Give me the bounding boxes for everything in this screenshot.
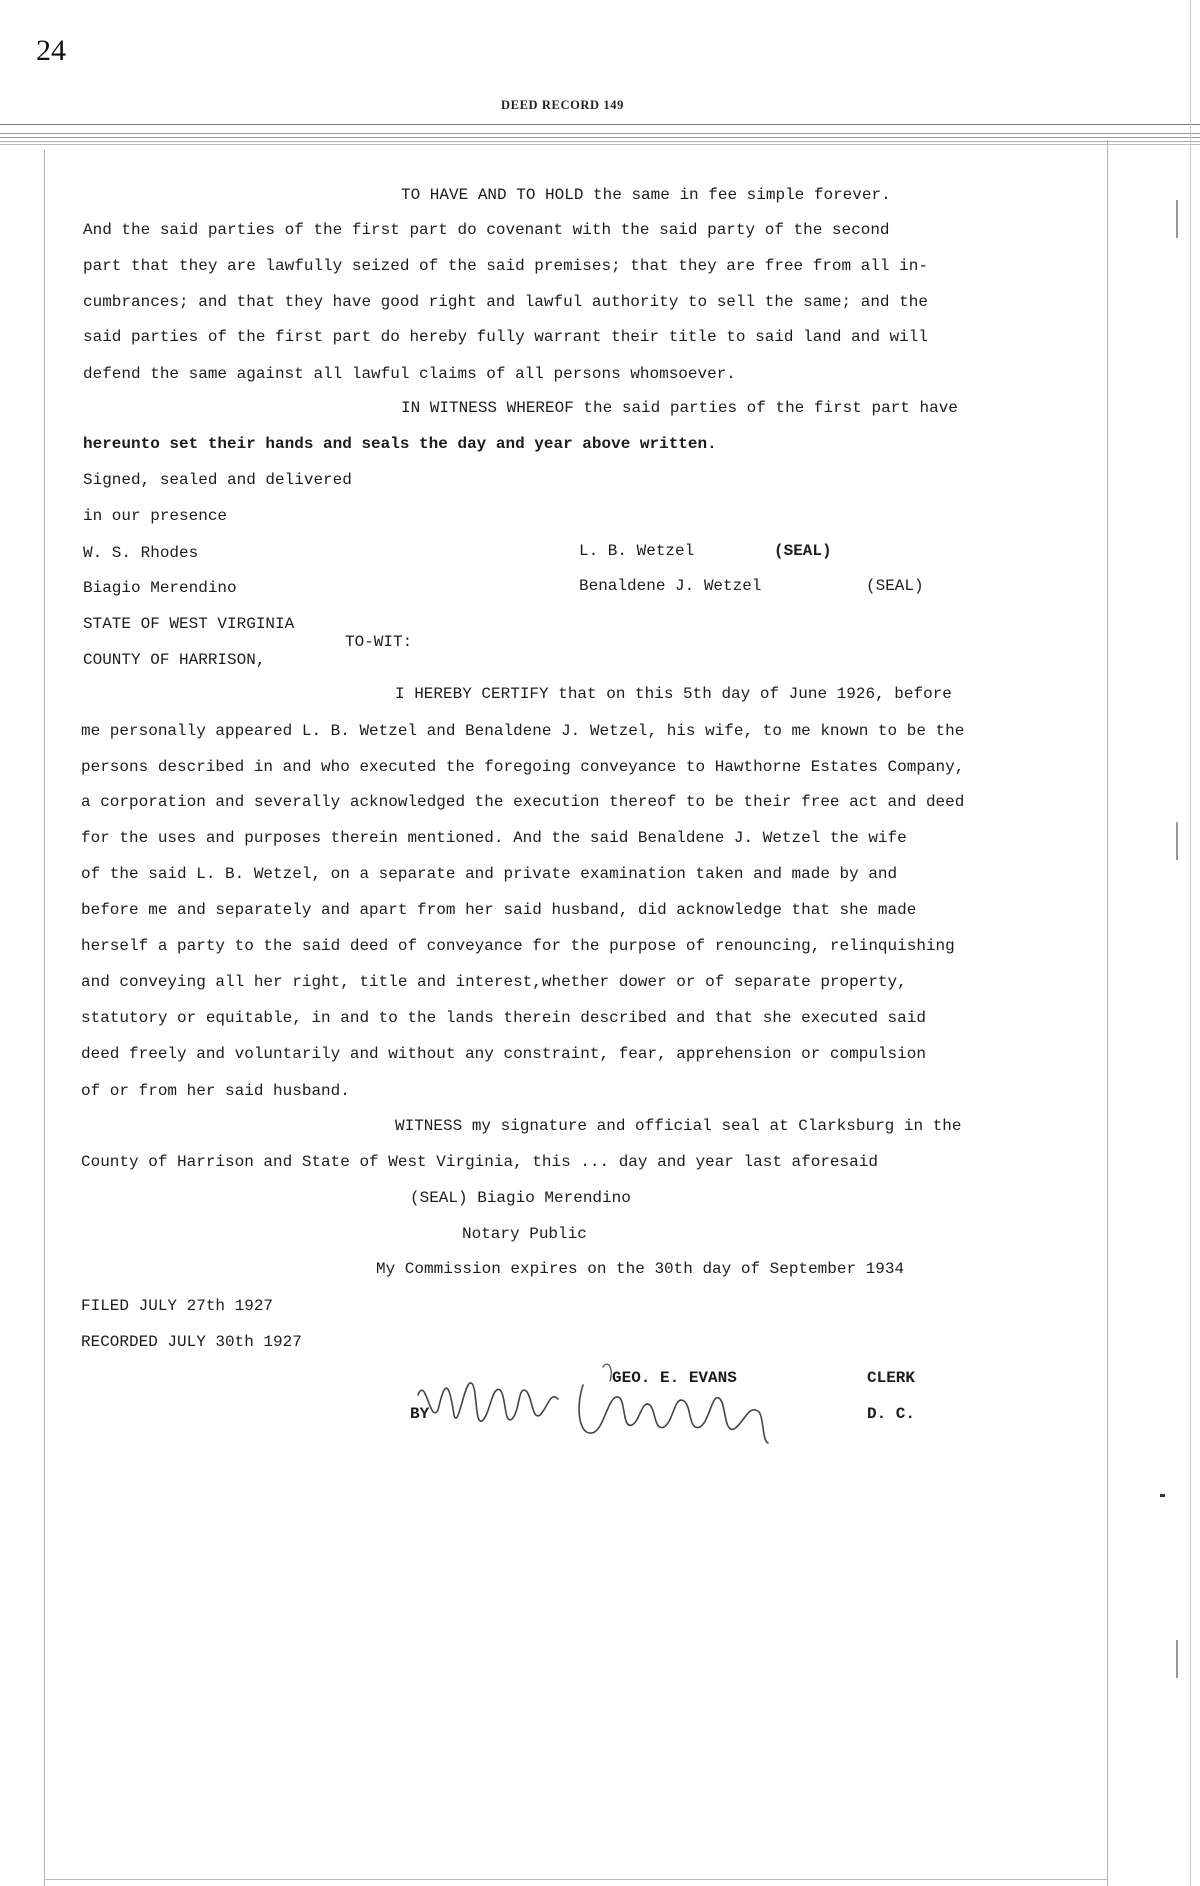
clerk-name: GEO. E. EVANS <box>612 1369 737 1387</box>
habendum-line-4: cumbrances; and that they have good right and lawful authority to sell the same; and the <box>83 293 928 311</box>
habendum-line-1: TO HAVE AND TO HOLD the same in fee simple forever. <box>401 186 891 204</box>
venue-county: COUNTY OF HARRISON, <box>83 651 266 669</box>
venue-state: STATE OF WEST VIRGINIA <box>83 615 295 633</box>
right-margin-line <box>1107 140 1108 1886</box>
acknowledgment-line-4: a corporation and severally acknowledged the execution thereof to be their free act and deed <box>81 793 965 811</box>
testimonium-line-3: Signed, sealed and delivered <box>83 471 352 489</box>
acknowledgment-line-11: deed freely and voluntarily and without any constraint, fear, apprehension or compulsion <box>81 1045 926 1063</box>
acknowledgment-line-10: statutory or equitable, in and to the lands therein described and that she executed said <box>81 1009 926 1027</box>
acknowledgment-line-3: persons described in and who executed the foregoing conveyance to Hawthorne Estates Company, <box>81 758 965 776</box>
notary-witness-line-1: WITNESS my signature and official seal at Clarksburg in the <box>395 1117 962 1135</box>
header-rule-3 <box>0 141 1200 142</box>
acknowledgment-line-8: herself a party to the said deed of conveyance for the purpose of renouncing, relinquishing <box>81 937 955 955</box>
grantor-2-seal: (SEAL) <box>866 577 924 595</box>
recorded-date: RECORDED JULY 30th 1927 <box>81 1333 302 1351</box>
acknowledgment-line-2: me personally appeared L. B. Wetzel and Benaldene J. Wetzel, his wife, to me known to be the <box>81 722 965 740</box>
witness-2: Biagio Merendino <box>83 579 237 597</box>
habendum-line-5: said parties of the first part do hereby fully warrant their title to said land and will <box>83 328 928 346</box>
notary-commission: My Commission expires on the 30th day of September 1934 <box>376 1260 905 1278</box>
header-rule-2 <box>0 137 1200 138</box>
binding-mark-3 <box>1160 1494 1165 1497</box>
acknowledgment-line-5: for the uses and purposes therein mentioned. And the said Benaldene J. Wetzel the wife <box>81 829 907 847</box>
testimonium-line-1: IN WITNESS WHEREOF the said parties of the first part have <box>401 399 958 417</box>
acknowledgment-line-12: of or from her said husband. <box>81 1082 350 1100</box>
page-number: 24 <box>36 34 66 67</box>
grantor-1-seal: (SEAL) <box>774 542 832 560</box>
grantor-2: Benaldene J. Wetzel <box>579 577 762 595</box>
book-title: DEED RECORD 149 <box>501 98 624 112</box>
witness-1: W. S. Rhodes <box>83 544 199 562</box>
notary-title: Notary Public <box>462 1225 587 1243</box>
binding-mark-1 <box>1176 200 1178 238</box>
binding-mark-2 <box>1176 822 1178 860</box>
habendum-line-6: defend the same against all lawful claims of all persons whomsoever. <box>83 365 736 383</box>
habendum-line-3: part that they are lawfully seized of the said premises; that they are free from all in- <box>83 257 928 275</box>
header-rule-1 <box>0 133 1200 134</box>
filed-date: FILED JULY 27th 1927 <box>81 1297 274 1315</box>
by-label: BY <box>410 1405 430 1423</box>
header-rule-top <box>0 124 1200 125</box>
right-edge-line <box>1190 0 1191 1886</box>
notary-seal-name: (SEAL) Biagio Merendino <box>410 1189 631 1207</box>
deputy-title: D. C. <box>867 1405 916 1423</box>
venue-to-wit: TO-WIT: <box>345 633 413 651</box>
bottom-rule <box>44 1879 1107 1880</box>
acknowledgment-line-6: of the said L. B. Wetzel, on a separate and private examination taken and made by and <box>81 865 898 883</box>
clerk-title: CLERK <box>867 1369 916 1387</box>
grantor-1: L. B. Wetzel <box>579 542 695 560</box>
testimonium-line-4: in our presence <box>83 507 228 525</box>
habendum-line-2: And the said parties of the first part do covenant with the said party of the second <box>83 221 890 239</box>
acknowledgment-line-9: and conveying all her right, title and interest,whether dower or of separate property, <box>81 973 907 991</box>
binding-mark-4 <box>1176 1640 1178 1678</box>
testimonium-line-2: hereunto set their hands and seals the day and year above written. <box>83 435 717 453</box>
deputy-signature <box>408 1355 798 1445</box>
notary-witness-line-2: County of Harrison and State of West Virginia, this ... day and year last aforesaid <box>81 1153 878 1171</box>
acknowledgment-line-7: before me and separately and apart from her said husband, did acknowledge that she made <box>81 901 917 919</box>
header-rule-4 <box>0 144 1200 145</box>
left-margin-line <box>44 150 45 1886</box>
acknowledgment-line-1: I HEREBY CERTIFY that on this 5th day of June 1926, before <box>395 685 952 703</box>
